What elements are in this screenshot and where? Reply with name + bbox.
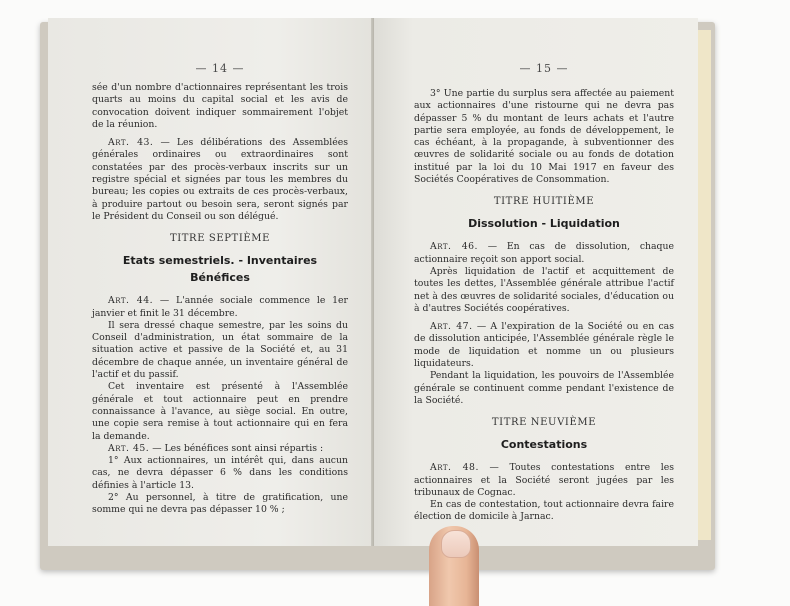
article-47 bbox=[414, 321, 674, 370]
titre-septieme: TITRE SEPTIÈME bbox=[169, 233, 271, 245]
page-number-left: — 14 — bbox=[195, 62, 245, 75]
article-48 bbox=[414, 462, 674, 499]
paragraph-pendant-liquidation: Pendant la liquidation, les pouvoirs de l'Assemblée générale se continuent comme pendant l'existence de la Société. bbox=[414, 370, 674, 406]
article-44-text: — L'année sociale commence le 1er janvier et finit le 31 décembre. bbox=[92, 295, 348, 319]
heading-etats-line2: Bénéfices bbox=[190, 271, 250, 285]
article-43-text: — Les délibérations des Assemblées générales ordinaires ou extraordinaires sont constatées par des procès-verbaux inscrits sur un registre spécial et signées par tous les membres du bureau; les copies ou extraits de ces procès-verbaux, à produire partout ou besoin sera, seront signés par le Président du Conseil ou son délégué. bbox=[92, 137, 348, 222]
heading-contestations: Contestations bbox=[500, 438, 588, 452]
heading-etats-semestriels bbox=[92, 252, 348, 286]
article-43 bbox=[92, 137, 348, 223]
paragraph-contestation: En cas de contestation, tout actionnaire devra faire élection de domicile à Jarnac. bbox=[414, 499, 674, 523]
article-47-text: — A l'expiration de la Société ou en cas de dissolution anticipée, l'Assemblée générale règle le mode de liquidation et nomme un ou plusieurs liquidateurs. bbox=[414, 321, 674, 370]
article-48-label: Art. 48. bbox=[430, 462, 479, 474]
titre-neuvieme: TITRE NEUVIÈME bbox=[491, 417, 597, 429]
heading-etats-line1: Etats semestriels. - Inventaires bbox=[122, 254, 318, 268]
page-number-right: — 15 — bbox=[519, 62, 569, 75]
article-45 bbox=[92, 443, 348, 455]
titre-huitieme: TITRE HUITIÈME bbox=[493, 196, 595, 208]
article-47-label: Art. 47. bbox=[430, 321, 473, 333]
list-item-actionnaires: 1° Aux actionnaires, un intérêt qui, dans aucun cas, ne devra dépasser 6 % dans les conditions définies à l'article 13. bbox=[92, 455, 348, 491]
article-43-label: Art. 43. bbox=[108, 137, 154, 149]
paragraph-semestre: Il sera dressé chaque semestre, par les soins du Conseil d'administration, un état sommaire de la situation active et passive de la Société et, au 31 décembre de chaque année, un inventaire général de l'actif et du passif. bbox=[92, 319, 348, 381]
right-page-content bbox=[414, 88, 674, 524]
article-45-label: Art. 45. bbox=[108, 442, 150, 454]
paragraph-convocation: sée d'un nombre d'actionnaires représentant les trois quarts au moins du capital social et les avis de convocation doivent indiquer sommairement l'objet de la réunion. bbox=[92, 82, 348, 130]
fingernail bbox=[441, 530, 471, 558]
article-46-text: — En cas de dissolution, chaque actionnaire reçoit son apport social. bbox=[414, 241, 675, 265]
article-44-label: Art. 44. bbox=[108, 295, 154, 307]
article-48-text: — Toutes contestations entre les actionnaires et la Société seront jugées par les tribunaux de Cognac. bbox=[414, 462, 674, 498]
article-44 bbox=[92, 295, 348, 320]
right-page bbox=[374, 18, 698, 546]
left-page-content bbox=[92, 82, 348, 517]
list-item-personnel: 2° Au personnel, à titre de gratification, une somme qui ne devra pas dépasser 10 % ; bbox=[92, 492, 348, 516]
left-page bbox=[48, 18, 374, 546]
article-46 bbox=[414, 241, 674, 266]
article-45-text: — Les bénéfices sont ainsi répartis : bbox=[149, 442, 324, 454]
paragraph-surplus: 3° Une partie du surplus sera affectée au paiement aux actionnaires d'une ristourne qui ne devra pas dépasser 5 % du montant de leurs achats et l'autre partie sera employée, au fonds de développement, le cas échéant, à la propagande, à subventionner des œuvres de solidarité sociale ou au fonds de dotation institué par la loi du 10 Mai 1917 en faveur des Sociétés Coopératives de Consommation. bbox=[414, 88, 674, 186]
heading-dissolution: Dissolution - Liquidation bbox=[468, 217, 620, 231]
paragraph-apres-liquidation: Après liquidation de l'actif et acquittement de toutes les dettes, l'Assemblée générale attribue l'actif net à des œuvres de solidarité sociales, d'éducation ou à d'autres Sociétés coopératives. bbox=[414, 265, 674, 314]
paragraph-inventaire: Cet inventaire est présenté à l'Assemblée générale et tout actionnaire peut en prendre connaissance à l'avance, au siège social. En outre, une copie sera remise à tout actionnaire qui en fera la demande. bbox=[92, 381, 348, 442]
article-46-label: Art. 46. bbox=[430, 241, 479, 253]
